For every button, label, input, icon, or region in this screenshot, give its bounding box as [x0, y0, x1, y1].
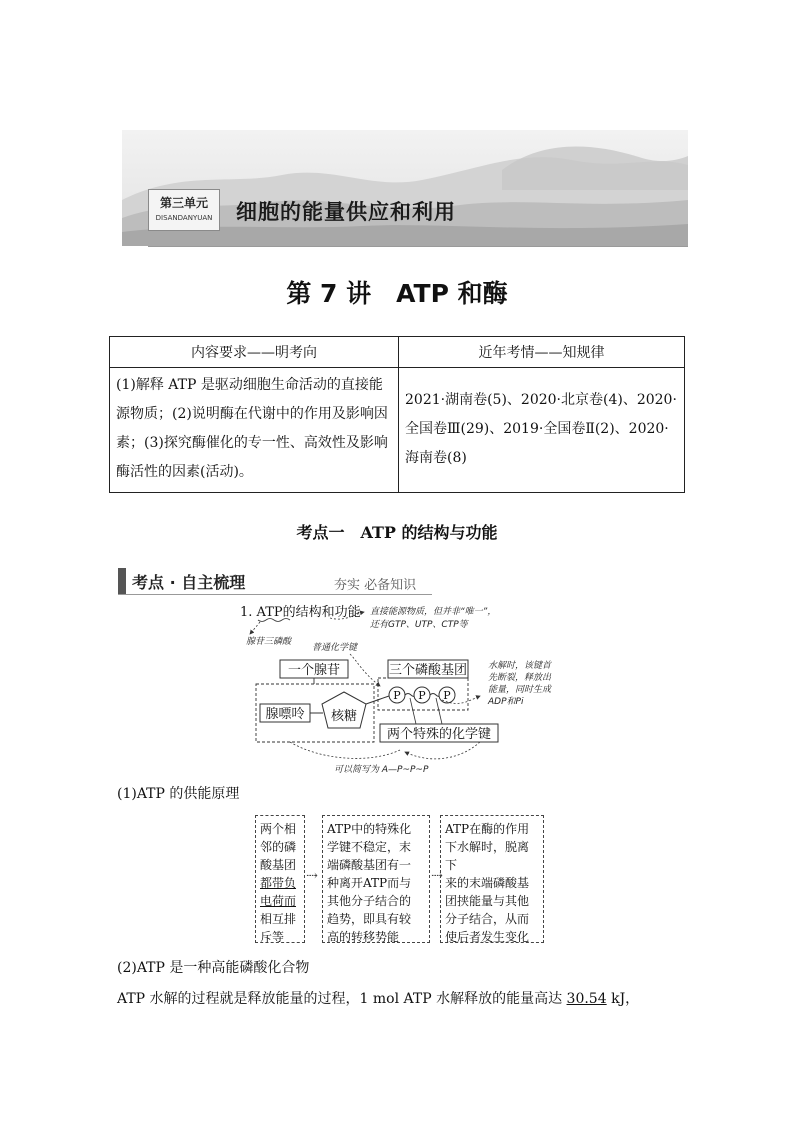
hydrolysis-note-line: ADP和Pi: [488, 697, 524, 707]
flow-line: 端磷酸基团有一: [327, 858, 412, 872]
connector-line: [436, 698, 442, 724]
flow-line: 种离开ATP而与: [327, 876, 412, 890]
table-header-cell: 内容要求——明考向: [110, 337, 399, 368]
subheading-high-energy-compound: (2)ATP 是一种高能磷酸化合物: [117, 960, 310, 976]
phosphate-label: P: [393, 689, 401, 702]
phosphate-label: P: [443, 689, 451, 702]
diagram-heading: 1. ATP的结构和功能: [240, 605, 361, 620]
abbreviation-note: 可以简写为 A—P~P~P: [334, 765, 429, 775]
flow-line: 下水解时，脱离下: [445, 840, 530, 872]
three-phosphates-label: 三个磷酸基团: [388, 663, 468, 678]
adenosine-label: 一个腺苷: [287, 663, 341, 678]
exam-history-cell: 2021·湖南卷(5)、2020·北京卷(4)、2020·全国卷Ⅲ(29)、2019·全国卷Ⅱ(2)、2020·海南卷(8): [399, 368, 685, 493]
divider: [148, 246, 688, 247]
body-paragraph: [117, 988, 639, 1008]
note-ordinary-bond: 普通化学键: [312, 643, 358, 653]
note-atp-name: 腺苷三磷酸: [246, 637, 292, 647]
flow-line: 电荷而: [260, 894, 297, 908]
energy-value: 30.54: [566, 991, 607, 1007]
flow-box-hydrolysis: [440, 815, 544, 943]
flow-line: ATP中的特殊化: [327, 822, 412, 836]
flow-line: 邻的磷: [260, 840, 297, 854]
unit-label-en: DISANDANYUAN: [155, 214, 213, 222]
flow-line: 使后者发生变化: [445, 930, 530, 944]
unit-label-box: [148, 189, 220, 231]
adenine-label: 腺嘌呤: [265, 707, 305, 722]
flow-line: 来的末端磷酸基: [445, 876, 530, 890]
note-other-ntp: 还有GTP、UTP、CTP等: [370, 620, 468, 630]
table-header-cell: 近年考情——知规律: [399, 337, 685, 368]
connector-line: [410, 698, 416, 724]
divider: [118, 594, 432, 595]
flow-line: 酸基团: [260, 858, 297, 872]
ribose-label: 核糖: [330, 709, 358, 724]
table-header-row: [110, 337, 685, 368]
arrow-right-icon: ⇢: [431, 868, 443, 884]
flow-line: 高的转移势能: [327, 930, 400, 944]
flow-line: 团挟能量与其他: [445, 894, 530, 908]
unit-label-cn: 第三单元: [159, 196, 208, 210]
flow-line: 趋势，即具有较: [327, 912, 412, 926]
flow-line: 都带负: [260, 876, 297, 890]
flow-line: 学键不稳定，末: [327, 840, 412, 854]
flow-line: ATP在酶的作用: [445, 822, 530, 836]
kaodian-subtitle: 夯实 必备知识: [334, 578, 417, 593]
special-bonds-label: 两个特殊的化学键: [386, 727, 492, 742]
content-requirements-cell: (1)解释 ATP 是驱动细胞生命活动的直接能源物质；(2)说明酶在代谢中的作用及影响因素；(3)探究酶催化的专一性、高效性及影响酶活性的因素(活动)。: [110, 368, 399, 493]
flow-line: 相互排: [260, 912, 297, 926]
flow-line: 两个相: [260, 822, 297, 836]
table-row: [110, 368, 685, 493]
kaodian-accent-bar: [118, 568, 126, 594]
phosphate-label: P: [418, 689, 426, 702]
kaodian-title: 考点 · 自主梳理: [132, 573, 246, 592]
body-text: ATP 水解的过程就是释放能量的过程，1 mol ATP 水解释放的能量高达: [117, 991, 567, 1007]
flow-line: 斥等: [260, 930, 285, 944]
arrow: [250, 622, 260, 634]
bond-line: [366, 696, 389, 704]
subheading-supply-principle: (1)ATP 的供能原理: [117, 786, 240, 802]
body-text: kJ，: [606, 991, 640, 1007]
note-direct-energy: 直接能源物质，但并非“唯一”，: [370, 607, 497, 617]
section-title: 考点一 ATP 的结构与功能: [296, 523, 498, 542]
hydrolysis-note-line: 先断裂，释放出: [488, 673, 552, 683]
flow-line: 分子结合，从而: [445, 912, 530, 926]
hydrolysis-note-line: 水解时，该键首: [488, 661, 552, 671]
arrow-right-icon: ⇢: [306, 868, 318, 884]
unit-title: 细胞的能量供应和利用: [236, 200, 456, 224]
arrow: [350, 654, 380, 686]
arrow: [290, 742, 400, 758]
hydrolysis-note-line: 能量，同时生成: [488, 685, 552, 695]
flow-box-repulsion: [255, 815, 305, 943]
lecture-title: 第 7 讲 ATP 和酶: [286, 279, 508, 308]
atp-structure-diagram: [230, 600, 570, 778]
flow-line: 其他分子结合的: [327, 894, 412, 908]
arrow: [405, 742, 480, 759]
requirements-table: [109, 336, 685, 493]
flow-box-transfer-potential: [322, 815, 430, 943]
